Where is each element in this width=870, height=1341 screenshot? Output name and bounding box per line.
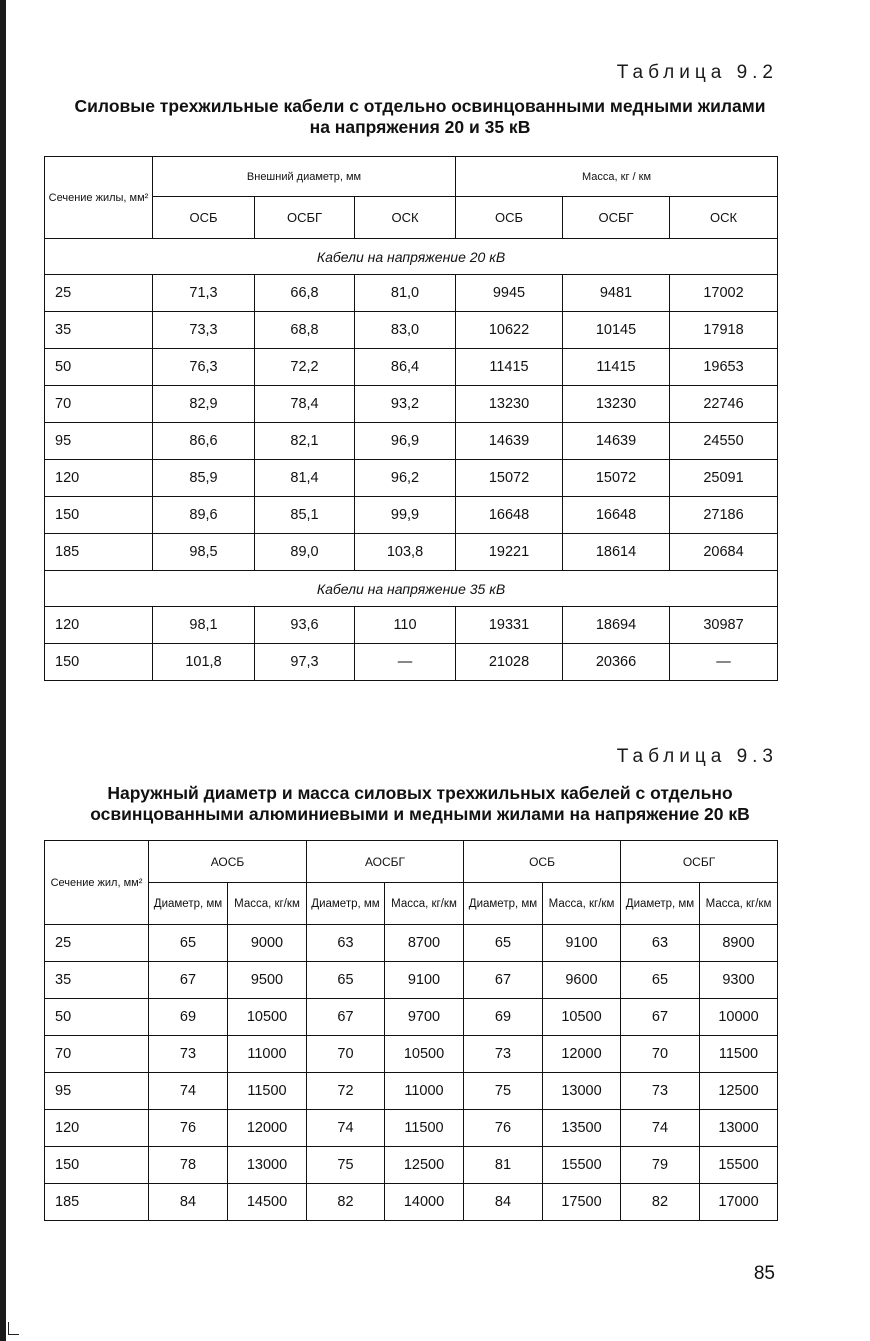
row-value-cell: 16648 xyxy=(563,497,670,534)
row-value-cell: 96,9 xyxy=(355,423,456,460)
row-value-cell: 14639 xyxy=(456,423,563,460)
row-value-cell: 76 xyxy=(149,1110,228,1147)
row-value-cell: 8700 xyxy=(385,925,464,962)
row-value-cell: 12000 xyxy=(543,1036,621,1073)
row-value-cell: 63 xyxy=(307,925,385,962)
row-value-cell: 75 xyxy=(307,1147,385,1184)
row-value-cell: 10500 xyxy=(228,999,307,1036)
row-value-cell: 72 xyxy=(307,1073,385,1110)
row-value-cell: 81,4 xyxy=(255,460,355,497)
row-value-cell: 14000 xyxy=(385,1184,464,1221)
header-diameter-group: Внешний диаметр, мм xyxy=(153,157,456,197)
row-value-cell: 12000 xyxy=(228,1110,307,1147)
page-number: 85 xyxy=(753,1263,775,1284)
row-value-cell: 18614 xyxy=(563,534,670,571)
table-9-2-title-line-1: Силовые трехжильные кабели с отдельно освинцованными медными жилами xyxy=(74,96,766,116)
header-col: ОСБГ xyxy=(255,197,355,239)
row-value-cell: 13230 xyxy=(456,386,563,423)
table-row xyxy=(45,999,778,1036)
row-value-cell: 12500 xyxy=(385,1147,464,1184)
row-value-cell: 13000 xyxy=(543,1073,621,1110)
row-value-cell: 9300 xyxy=(700,962,778,999)
header-sub-diameter: Диаметр, мм xyxy=(149,883,228,925)
table-row xyxy=(45,423,778,460)
row-value-cell: 15500 xyxy=(700,1147,778,1184)
row-value-cell: 11415 xyxy=(563,349,670,386)
table-9-2 xyxy=(44,156,778,681)
row-value-cell: 19221 xyxy=(456,534,563,571)
row-value-cell: 11000 xyxy=(228,1036,307,1073)
row-section-cell: 35 xyxy=(45,962,149,999)
row-value-cell: 67 xyxy=(307,999,385,1036)
row-section-cell: 120 xyxy=(45,1110,149,1147)
row-value-cell: 73 xyxy=(621,1073,700,1110)
header-sub-diameter: Диаметр, мм xyxy=(464,883,543,925)
table-row xyxy=(45,607,778,644)
row-value-cell: 13000 xyxy=(700,1110,778,1147)
row-value-cell: 81,0 xyxy=(355,275,456,312)
row-value-cell: 76 xyxy=(464,1110,543,1147)
row-section-cell: 120 xyxy=(45,607,153,644)
row-value-cell: 98,5 xyxy=(153,534,255,571)
header-sub-mass: Масса, кг/км xyxy=(700,883,778,925)
header-sub-mass: Масса, кг/км xyxy=(228,883,307,925)
row-value-cell: 82 xyxy=(307,1184,385,1221)
row-value-cell: 73,3 xyxy=(153,312,255,349)
row-value-cell: — xyxy=(355,644,456,681)
row-value-cell: 93,2 xyxy=(355,386,456,423)
row-value-cell: 103,8 xyxy=(355,534,456,571)
row-value-cell: 79 xyxy=(621,1147,700,1184)
row-value-cell: 70 xyxy=(307,1036,385,1073)
row-value-cell: 67 xyxy=(149,962,228,999)
row-value-cell: 74 xyxy=(621,1110,700,1147)
row-value-cell: 30987 xyxy=(670,607,778,644)
row-value-cell: 66,8 xyxy=(255,275,355,312)
table-row xyxy=(45,1110,778,1147)
header-group-osbg: ОСБГ xyxy=(621,841,778,883)
page-left-edge xyxy=(0,0,6,1341)
row-value-cell: 82,1 xyxy=(255,423,355,460)
row-value-cell: 89,0 xyxy=(255,534,355,571)
header-col: ОСБ xyxy=(456,197,563,239)
table-row xyxy=(45,386,778,423)
row-value-cell: 9100 xyxy=(385,962,464,999)
header-col: ОСБГ xyxy=(563,197,670,239)
header-group-aosb: АОСБ xyxy=(149,841,307,883)
row-value-cell: 19331 xyxy=(456,607,563,644)
row-value-cell: 9481 xyxy=(563,275,670,312)
row-section-cell: 25 xyxy=(45,925,149,962)
table-row xyxy=(45,460,778,497)
row-value-cell: 81 xyxy=(464,1147,543,1184)
row-value-cell: 74 xyxy=(307,1110,385,1147)
table-9-2-title-line-2: на напряжения 20 и 35 кВ xyxy=(309,117,531,137)
table-row xyxy=(45,534,778,571)
header-section: Сечение жилы, мм² xyxy=(45,157,153,239)
row-value-cell: 65 xyxy=(307,962,385,999)
row-value-cell: 96,2 xyxy=(355,460,456,497)
row-value-cell: 75 xyxy=(464,1073,543,1110)
row-value-cell: 85,9 xyxy=(153,460,255,497)
row-value-cell: 20684 xyxy=(670,534,778,571)
table-9-2-caption: Таблица 9.2 xyxy=(616,62,778,83)
row-value-cell: 20366 xyxy=(563,644,670,681)
row-value-cell: 82 xyxy=(621,1184,700,1221)
row-section-cell: 25 xyxy=(45,275,153,312)
row-section-cell: 95 xyxy=(45,423,153,460)
row-value-cell: 9600 xyxy=(543,962,621,999)
row-value-cell: 84 xyxy=(464,1184,543,1221)
row-value-cell: 14639 xyxy=(563,423,670,460)
row-value-cell: 15072 xyxy=(456,460,563,497)
table-row xyxy=(45,962,778,999)
table-row xyxy=(45,349,778,386)
row-value-cell: 72,2 xyxy=(255,349,355,386)
row-section-cell: 150 xyxy=(45,1147,149,1184)
row-value-cell: 69 xyxy=(149,999,228,1036)
row-value-cell: 10145 xyxy=(563,312,670,349)
table-row xyxy=(45,312,778,349)
row-value-cell: 10500 xyxy=(543,999,621,1036)
row-value-cell: 13230 xyxy=(563,386,670,423)
row-value-cell: 10622 xyxy=(456,312,563,349)
row-value-cell: 15500 xyxy=(543,1147,621,1184)
header-sub-mass: Масса, кг/км xyxy=(385,883,464,925)
row-value-cell: 68,8 xyxy=(255,312,355,349)
row-value-cell: 10000 xyxy=(700,999,778,1036)
row-section-cell: 35 xyxy=(45,312,153,349)
header-col: ОСК xyxy=(670,197,778,239)
header-section: Сечение жил, мм² xyxy=(45,841,149,925)
table-row xyxy=(45,1147,778,1184)
row-value-cell: 25091 xyxy=(670,460,778,497)
row-value-cell: 11500 xyxy=(385,1110,464,1147)
row-value-cell: 93,6 xyxy=(255,607,355,644)
table-9-3 xyxy=(44,840,778,1221)
row-value-cell: 65 xyxy=(621,962,700,999)
row-value-cell: 8900 xyxy=(700,925,778,962)
table-row xyxy=(45,275,778,312)
header-sub-diameter: Диаметр, мм xyxy=(621,883,700,925)
table-9-3-title xyxy=(40,783,800,825)
row-value-cell: 24550 xyxy=(670,423,778,460)
row-value-cell: 11500 xyxy=(228,1073,307,1110)
row-value-cell: 13000 xyxy=(228,1147,307,1184)
row-value-cell: 70 xyxy=(621,1036,700,1073)
table-9-3-title-line-1: Наружный диаметр и масса силовых трехжильных кабелей с отдельно xyxy=(107,783,733,803)
table-9-3-caption: Таблица 9.3 xyxy=(616,746,778,767)
table-row xyxy=(45,497,778,534)
row-value-cell: 18694 xyxy=(563,607,670,644)
row-value-cell: 9000 xyxy=(228,925,307,962)
row-value-cell: 65 xyxy=(464,925,543,962)
row-value-cell: 71,3 xyxy=(153,275,255,312)
row-section-cell: 185 xyxy=(45,534,153,571)
row-value-cell: 9500 xyxy=(228,962,307,999)
row-section-cell: 185 xyxy=(45,1184,149,1221)
row-section-cell: 95 xyxy=(45,1073,149,1110)
row-section-cell: 70 xyxy=(45,1036,149,1073)
table-9-2-title xyxy=(40,96,800,138)
page-corner-mark xyxy=(8,1322,19,1335)
row-value-cell: — xyxy=(670,644,778,681)
header-group-aosbg: АОСБГ xyxy=(307,841,464,883)
header-group-osb: ОСБ xyxy=(464,841,621,883)
row-section-cell: 120 xyxy=(45,460,153,497)
header-sub-mass: Масса, кг/км xyxy=(543,883,621,925)
table-9-3-title-line-2: освинцованными алюминиевыми и медными жилами на напряжение 20 кВ xyxy=(90,804,750,824)
row-value-cell: 67 xyxy=(464,962,543,999)
row-value-cell: 22746 xyxy=(670,386,778,423)
header-col: ОСК xyxy=(355,197,456,239)
row-value-cell: 76,3 xyxy=(153,349,255,386)
row-value-cell: 97,3 xyxy=(255,644,355,681)
row-value-cell: 12500 xyxy=(700,1073,778,1110)
row-value-cell: 89,6 xyxy=(153,497,255,534)
row-value-cell: 101,8 xyxy=(153,644,255,681)
row-value-cell: 9700 xyxy=(385,999,464,1036)
row-value-cell: 19653 xyxy=(670,349,778,386)
header-mass-group: Масса, кг / км xyxy=(456,157,778,197)
table-row xyxy=(45,1184,778,1221)
row-value-cell: 73 xyxy=(464,1036,543,1073)
row-value-cell: 17000 xyxy=(700,1184,778,1221)
table-row xyxy=(45,1036,778,1073)
row-value-cell: 11500 xyxy=(700,1036,778,1073)
row-value-cell: 78,4 xyxy=(255,386,355,423)
row-value-cell: 67 xyxy=(621,999,700,1036)
row-section-cell: 50 xyxy=(45,999,149,1036)
row-value-cell: 11000 xyxy=(385,1073,464,1110)
row-value-cell: 98,1 xyxy=(153,607,255,644)
row-value-cell: 17500 xyxy=(543,1184,621,1221)
row-value-cell: 83,0 xyxy=(355,312,456,349)
row-section-cell: 50 xyxy=(45,349,153,386)
row-value-cell: 84 xyxy=(149,1184,228,1221)
row-value-cell: 85,1 xyxy=(255,497,355,534)
row-value-cell: 78 xyxy=(149,1147,228,1184)
header-col: ОСБ xyxy=(153,197,255,239)
row-value-cell: 27186 xyxy=(670,497,778,534)
row-value-cell: 17918 xyxy=(670,312,778,349)
row-value-cell: 63 xyxy=(621,925,700,962)
row-value-cell: 86,6 xyxy=(153,423,255,460)
row-value-cell: 9945 xyxy=(456,275,563,312)
row-value-cell: 73 xyxy=(149,1036,228,1073)
section-heading-20kv: Кабели на напряжение 20 кВ xyxy=(45,239,778,275)
row-value-cell: 82,9 xyxy=(153,386,255,423)
row-value-cell: 15072 xyxy=(563,460,670,497)
table-row xyxy=(45,644,778,681)
row-value-cell: 65 xyxy=(149,925,228,962)
table-row xyxy=(45,925,778,962)
row-value-cell: 11415 xyxy=(456,349,563,386)
row-value-cell: 14500 xyxy=(228,1184,307,1221)
section-heading-35kv: Кабели на напряжение 35 кВ xyxy=(45,571,778,607)
row-value-cell: 13500 xyxy=(543,1110,621,1147)
row-value-cell: 74 xyxy=(149,1073,228,1110)
row-value-cell: 21028 xyxy=(456,644,563,681)
row-value-cell: 110 xyxy=(355,607,456,644)
row-value-cell: 99,9 xyxy=(355,497,456,534)
row-value-cell: 10500 xyxy=(385,1036,464,1073)
row-value-cell: 69 xyxy=(464,999,543,1036)
row-section-cell: 150 xyxy=(45,497,153,534)
row-section-cell: 70 xyxy=(45,386,153,423)
row-value-cell: 17002 xyxy=(670,275,778,312)
row-value-cell: 16648 xyxy=(456,497,563,534)
row-section-cell: 150 xyxy=(45,644,153,681)
row-value-cell: 9100 xyxy=(543,925,621,962)
row-value-cell: 86,4 xyxy=(355,349,456,386)
table-row xyxy=(45,1073,778,1110)
header-sub-diameter: Диаметр, мм xyxy=(307,883,385,925)
